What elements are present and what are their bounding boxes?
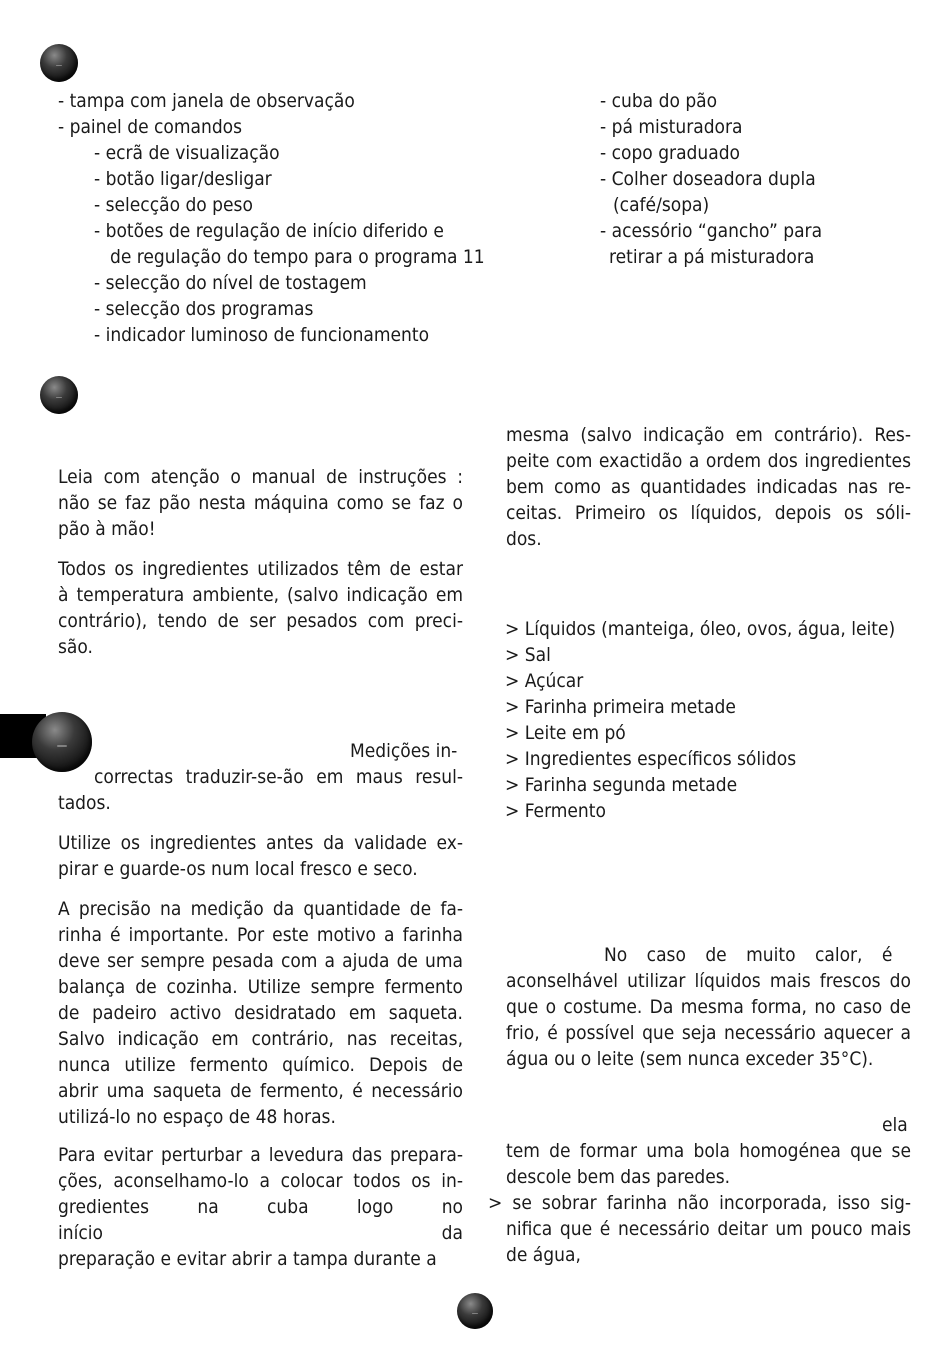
paragraph-heat: aconselhável utilizar líquidos mais frescos do que o costume. Da mesma forma, no caso de frio, é possível que seja necessário aquecer a água ou o leite (sem nunca exceder 35°C). xyxy=(506,970,911,1070)
paragraph-room-temperature: Todos os ingredientes utilizados têm de estar à temperatura ambiente, (salvo indicação em contrário), tendo de ser pesados com preci- são. xyxy=(58,558,463,658)
paragraph-validity: Utilize os ingredientes antes da validade ex- pirar e guarde-os num local fresco e seco. xyxy=(58,832,463,880)
list-item: > Farinha primeira metade xyxy=(505,696,736,718)
list-item: - cuba do pão xyxy=(600,90,718,112)
list-item: - painel de comandos xyxy=(58,116,243,138)
section-bullet-icon xyxy=(40,44,78,82)
list-item: > Ingredientes específicos sólidos xyxy=(505,748,797,770)
list-item: - Colher doseadora dupla xyxy=(600,168,816,190)
paragraph-heat-start: No caso de muito calor, é xyxy=(604,944,893,966)
paragraph-read-manual: Leia com atenção o manual de instruções : não se faz pão nesta máquina como se faz o pão à mão! xyxy=(58,466,463,540)
list-item: - botões de regulação de início diferido e xyxy=(94,220,444,242)
list-item: > Fermento xyxy=(505,800,606,822)
paragraph-measurements: correctas traduzir-se-ão em maus resul- tados. xyxy=(58,766,463,814)
list-item: - tampa com janela de observação xyxy=(58,90,355,112)
list-item: - pá misturadora xyxy=(600,116,743,138)
page-number-badge-icon xyxy=(457,1293,493,1329)
paragraph-measurements-start: Medições in- xyxy=(350,740,458,762)
list-item: de regulação do tempo para o programa 11 xyxy=(110,246,485,268)
paragraph-order: mesma (salvo indicação em contrário). Res- peite com exactidão a ordem dos ingredientes bem como as quantidades indicadas nas re- ceitas. Primeiro os líquidos, depois os sóli- dos. xyxy=(506,424,911,550)
list-item: - acessório “gancho” para xyxy=(600,220,823,242)
list-item: > Sal xyxy=(505,644,551,666)
list-item: - selecção dos programas xyxy=(94,298,314,320)
list-item: - indicador luminoso de funcionamento xyxy=(94,324,430,346)
ingredient-order-list xyxy=(505,616,895,824)
section-bullet-icon xyxy=(32,712,92,772)
list-item: > Leite em pó xyxy=(505,722,626,744)
list-item: - ecrã de visualização xyxy=(94,142,280,164)
list-item: retirar a pá misturadora xyxy=(609,246,815,268)
list-item: - botão ligar/desligar xyxy=(94,168,272,190)
list-item: - selecção do nível de tostagem xyxy=(94,272,367,294)
paragraph-flour-precision: A precisão na medição da quantidade de fa- rinha é importante. Por este motivo a farinha deve ser sempre pesada com a ajuda de uma balança de cozinha. Utilize sempre fermento de padeiro activo desidratado em saqueta. Salvo indicação em contrário, nas receitas, nunca utilize fermento químico. Depois de abrir uma saqueta de fermento, é necessário utilizá-lo no espaço de 48 horas. xyxy=(58,898,463,1128)
list-item: - selecção do peso xyxy=(94,194,253,216)
paragraph-dough-start: ela xyxy=(882,1114,908,1136)
section-bullet-icon xyxy=(40,376,78,414)
components-list-right xyxy=(600,88,822,270)
paragraph-flour-excess: > se sobrar farinha não incorporada, isso sig- nifica que é necessário deitar um pouco mais de água, xyxy=(488,1192,911,1266)
paragraph-yeast: Para evitar perturbar a levedura das prepara- ções, aconselhamo-lo a colocar todos os in- gredientes na cuba logo no início da preparação e evitar abrir a tampa durante a xyxy=(58,1144,463,1270)
list-item: > Líquidos (manteiga, óleo, ovos, água, leite) xyxy=(505,618,896,640)
list-item: (café/sopa) xyxy=(613,194,710,216)
list-item: - copo graduado xyxy=(600,142,741,164)
list-item: > Farinha segunda metade xyxy=(505,774,738,796)
components-list-left xyxy=(58,88,485,348)
list-item: > Açúcar xyxy=(505,670,584,692)
paragraph-dough: tem de formar uma bola homogénea que se descole bem das paredes. xyxy=(506,1140,911,1188)
